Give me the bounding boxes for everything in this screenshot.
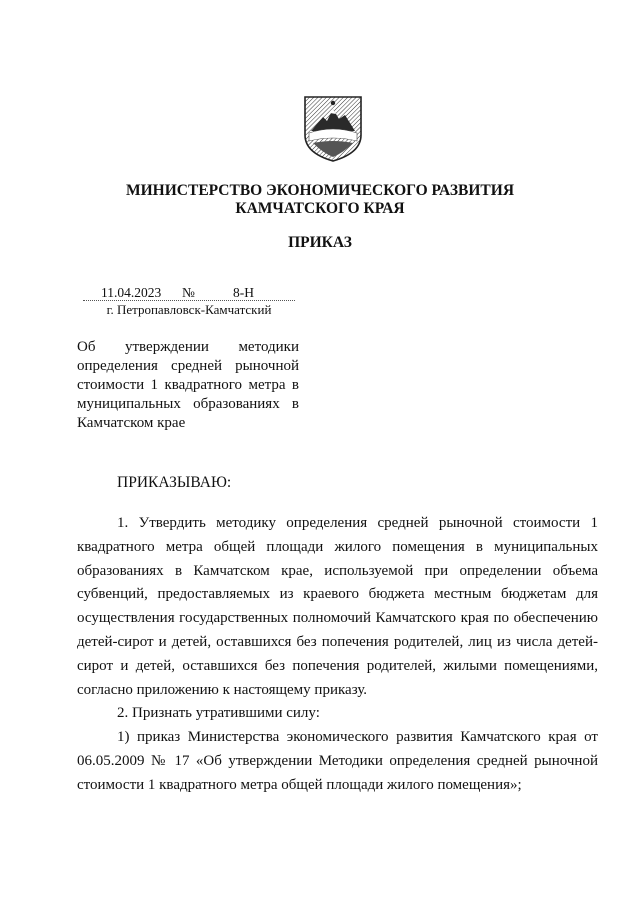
order-word: ПРИКАЗЫВАЮ:	[117, 474, 232, 491]
number-sign: №	[182, 285, 195, 300]
ministry-title-line1: МИНИСТЕРСТВО ЭКОНОМИЧЕСКОГО РАЗВИТИЯ	[125, 182, 515, 199]
document-number: 8-Н	[233, 285, 254, 300]
document-body	[77, 512, 598, 798]
paragraph-2: 2. Признать утратившими силу:	[117, 705, 320, 722]
document-date-number-line	[83, 285, 295, 301]
ministry-title-line2: КАМЧАТСКОГО КРАЯ	[235, 200, 405, 217]
document-subject	[77, 338, 299, 433]
document-type-heading: ПРИКАЗ	[288, 234, 352, 251]
document-city: г. Петропавловск-Камчатский	[106, 302, 272, 317]
kamchatka-coat-of-arms-emblem	[303, 95, 363, 163]
ministry-title	[0, 182, 640, 218]
document-subject-text: Об утверждении методики определения средней рыночной стоимости 1 квадратного метра в муниципальных образованиях в	[77, 339, 299, 412]
document-date: 11.04.2023	[101, 285, 162, 300]
document-subject-last-line: Камчатском крае	[77, 415, 186, 431]
paragraph-3: 1) приказ Министерства экономического развития Камчатского края от 06.05.2009 № 17 «Об утверждении Методики определения средней рыночной стоимости 1 квадратного метра общей площади жилого помещения»;	[77, 729, 598, 793]
paragraph-1: 1. Утвердить методику определения средней рыночной стоимости 1 квадратного метра общей площади жилого помещения в муниципальных образованиях в Камчатском крае, используемой при определении объема субвенций, предоставляемых из краевого бюджета местным бюджетам для осуществления государственных полномочий Камчатского края по обеспечению детей-сирот и детей, оставшихся без попечения родителей, лиц из числа детей-сирот и детей, оставшихся без попечения родителей, жилыми помещениями, согласно приложению к настоящему приказу.	[77, 515, 598, 698]
